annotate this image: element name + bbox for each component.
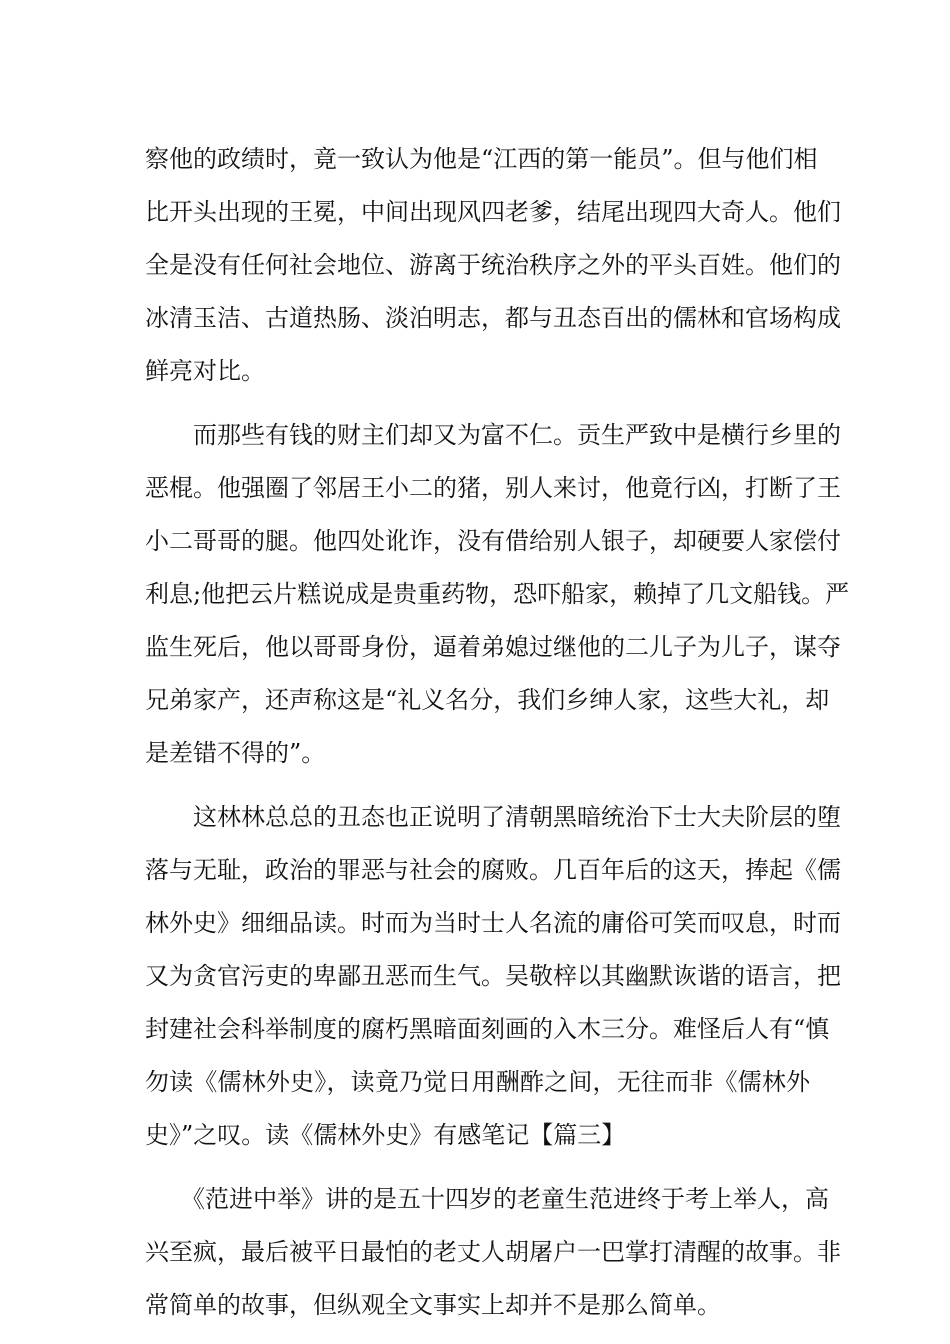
- text-line: 落与无耻，政治的罪恶与社会的腐败。几百年后的这天，捧起《儒: [145, 856, 841, 884]
- text-line: 勿读《儒林外史》，读竟乃觉日用酬酢之间，无往而非《儒林外: [145, 1068, 810, 1096]
- text-line: 是差错不得的”。: [145, 739, 326, 767]
- text-line: 常简单的故事，但纵观全文事实上却并不是那么简单。: [145, 1291, 721, 1319]
- text-line: 林外史》细细品读。时而为当时士人名流的庸俗可笑而叹息，时而: [145, 909, 841, 937]
- text-line: 而那些有钱的财主们却又为富不仁。贡生严致中是横行乡里的: [145, 421, 841, 449]
- text-line: 又为贪官污吏的卑鄙丑恶而生气。吴敬梓以其幽默诙谐的语言，把: [145, 962, 841, 990]
- text-line: 兴至疯，最后被平日最怕的老丈人胡屠户一巴掌打清醒的故事。非: [145, 1238, 841, 1266]
- text-line: 察他的政绩时，竟一致认为他是“江西的第一能员”。但与他们相: [145, 145, 818, 173]
- paragraph-4: [145, 1173, 841, 1332]
- paragraph-2: [145, 409, 850, 780]
- text-line: 小二哥哥的腿。他四处讹诈，没有借给别人银子，却硬要人家偿付: [145, 527, 841, 555]
- text-line: 这林林总总的丑态也正说明了清朝黑暗统治下士大夫阶层的堕: [145, 803, 841, 831]
- paragraph-3: [145, 791, 841, 1162]
- text-line: 恶棍。他强圈了邻居王小二的猪，别人来讨，他竟行凶，打断了王: [145, 474, 841, 502]
- text-line: 利息;他把云片糕说成是贵重药物，恐吓船家，赖掉了几文船钱。严: [145, 580, 850, 608]
- document-body: [145, 133, 850, 1332]
- text-line: 《范进中举》讲的是五十四岁的老童生范进终于考上举人，高: [145, 1185, 829, 1213]
- text-line: 比开头出现的王冕，中间出现风四老爹，结尾出现四大奇人。他们: [145, 198, 841, 226]
- text-line: 监生死后，他以哥哥身份，逼着弟媳过继他的二儿子为儿子，谋夺: [145, 633, 841, 661]
- text-line: 兄弟家产，还声称这是“礼义名分，我们乡绅人家，这些大礼，却: [145, 686, 830, 714]
- text-line: 全是没有任何社会地位、游离于统治秩序之外的平头百姓。他们的: [145, 251, 841, 279]
- text-line: 冰清玉洁、古道热肠、淡泊明志，都与丑态百出的儒林和官场构成: [145, 304, 841, 332]
- text-line: 鲜亮对比。: [145, 357, 265, 385]
- text-line: 封建社会科举制度的腐朽黑暗面刻画的入木三分。难怪后人有“慎: [145, 1015, 830, 1043]
- text-line: 史》”之叹。读《儒林外史》有感笔记【篇三】: [145, 1121, 626, 1149]
- paragraph-1: [145, 133, 841, 398]
